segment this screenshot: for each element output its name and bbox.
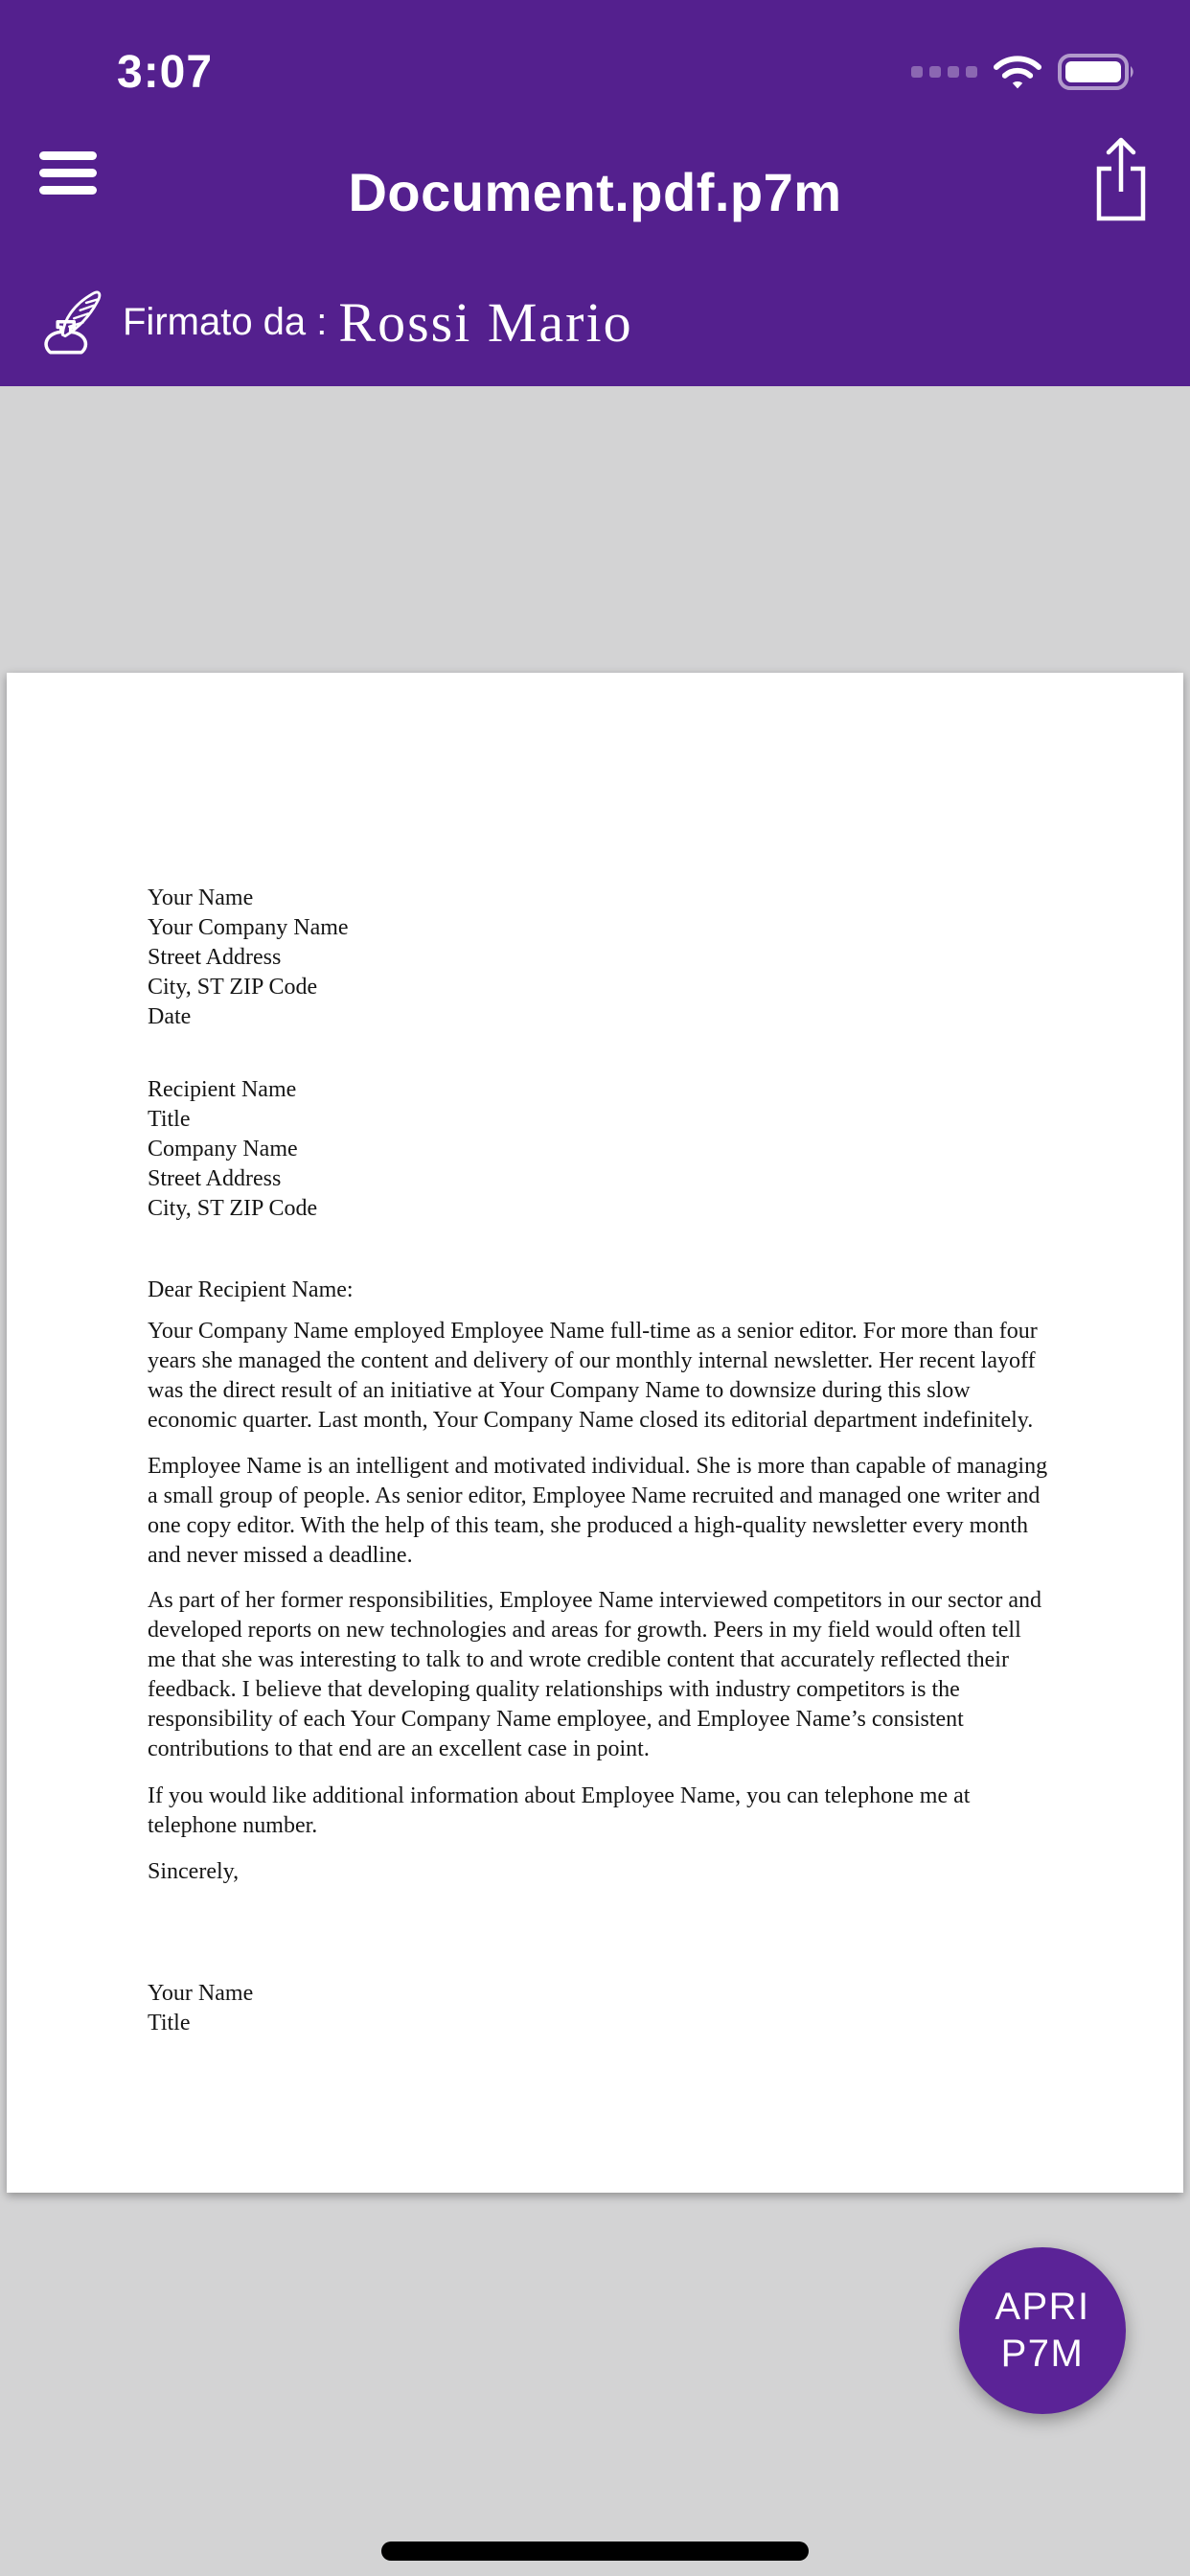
- nav-bar: [0, 125, 1190, 259]
- closing: Sincerely,: [148, 1859, 240, 1884]
- address-line: Street Address: [148, 945, 282, 970]
- battery-icon: [1058, 53, 1138, 91]
- address-line: City, ST ZIP Code: [148, 975, 318, 1000]
- fab-label-line1: APRI: [995, 2286, 1090, 2328]
- address-line: Recipient Name: [148, 1077, 297, 1102]
- status-bar: [0, 0, 1190, 115]
- address-line: Date: [148, 1004, 192, 1029]
- recipient-address-block: [148, 1075, 1049, 1224]
- signer-name: Rossi Mario: [338, 291, 633, 354]
- signature-banner: [0, 259, 1190, 386]
- fab-label-line2: P7M: [1000, 2333, 1085, 2375]
- address-line: Your Company Name: [148, 915, 349, 940]
- address-line: Company Name: [148, 1137, 298, 1162]
- address-line: Title: [148, 2011, 191, 2036]
- letter-paragraph: As part of her former responsibilities, Employee Name interviewed competitors in our sector and developed reports on new technologies and areas for growth. Peers in my field would often tell me that she was interesting to talk to and wrote credible content that accurately reflected their feedback. I believe that developing quality relationships with industry competitors is the responsibility of each Your Company Name employee, and Employee Name’s consistent contributions to that end are an excellent case in point.: [148, 1588, 1042, 1761]
- sender-address-block: [148, 884, 1049, 1032]
- letter-body: [148, 1317, 1049, 1841]
- address-line: Title: [148, 1107, 191, 1132]
- letter-content: [7, 673, 1183, 2193]
- letter-paragraph: Employee Name is an intelligent and motivated individual. She is more than capable of managing a small group of people. As senior editor, Employee Name recruited and managed one writer and one copy editor. With the help of this team, she produced a high-quality newsletter every month and never missed a deadline.: [148, 1454, 1048, 1568]
- salutation: Dear Recipient Name:: [148, 1277, 354, 1302]
- document-viewport[interactable]: [0, 386, 1190, 2576]
- quill-inkwell-icon: [33, 283, 107, 357]
- document-page: [7, 673, 1183, 2193]
- cellular-signal-icon: [911, 66, 977, 78]
- clock: 3:07: [117, 46, 214, 98]
- ios-share-icon: [1092, 132, 1150, 224]
- share-button[interactable]: [1092, 132, 1150, 224]
- open-p7m-button[interactable]: [959, 2247, 1126, 2414]
- address-line: Your Name: [148, 1981, 254, 2006]
- letter-paragraph: Your Company Name employed Employee Name full-time as a senior editor. For more than four years she managed the content and delivery of our monthly internal newsletter. Her recent layoff was the direct result of an initiative at Your Company Name to downsize during this slow economic quarter. Last month, Your Company Name closed its editorial department indefinitely.: [148, 1319, 1038, 1433]
- status-icons: [911, 53, 1138, 91]
- document-title: Document.pdf.p7m: [348, 161, 842, 222]
- signature-label: Firmato da :: [123, 301, 328, 343]
- address-line: Your Name: [148, 886, 254, 910]
- address-line: Street Address: [148, 1166, 282, 1191]
- wifi-icon: [993, 53, 1042, 91]
- letter-paragraph: If you would like additional information about Employee Name, you can telephone me at telephone number.: [148, 1783, 971, 1838]
- address-line: City, ST ZIP Code: [148, 1196, 318, 1221]
- home-indicator[interactable]: [381, 2542, 809, 2561]
- signature-name-block: [148, 1979, 1049, 2038]
